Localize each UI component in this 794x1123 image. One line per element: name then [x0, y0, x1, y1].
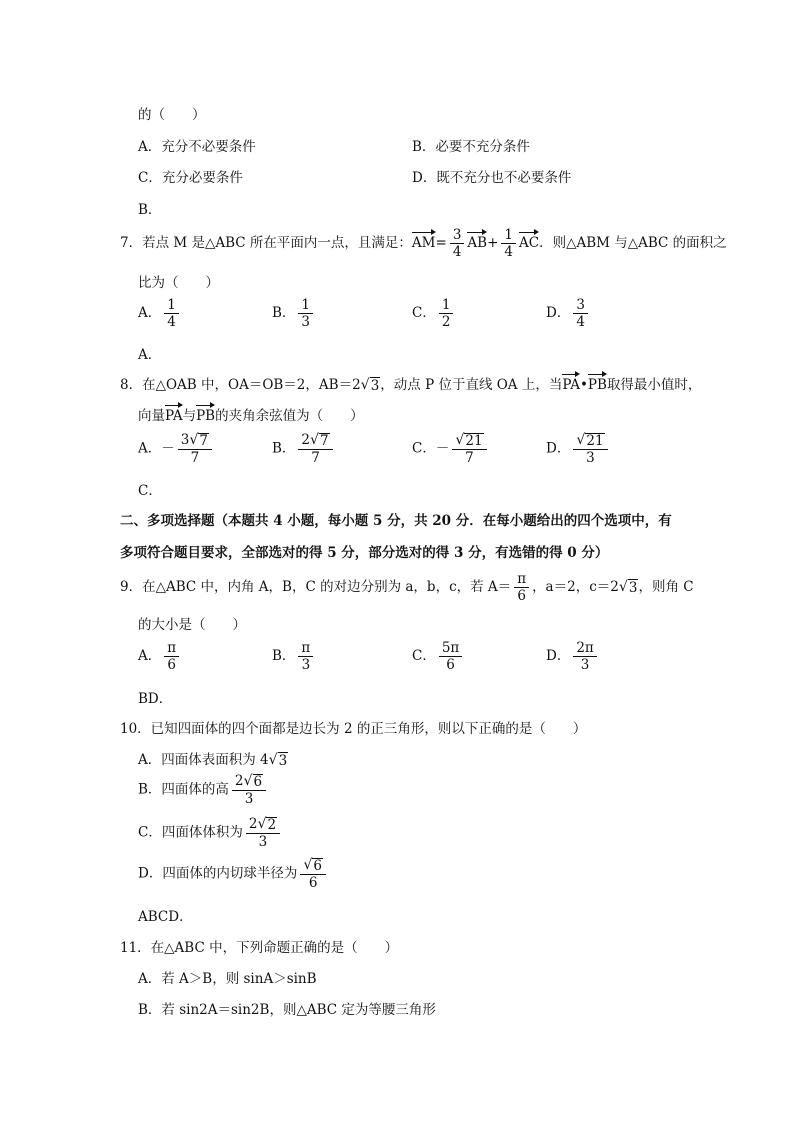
vector-pb: PB [588, 373, 607, 393]
q10-option-b: B．四面体的高 2 √ 6 3 [138, 774, 269, 806]
q6-option-b: B．必要不充分条件 [412, 139, 530, 155]
q6-option-a: A．充分不必要条件 [138, 139, 256, 155]
q7-option-c: C． $\frac{1}{2}$ [412, 298, 456, 329]
q7-option-d: D． $\frac{3}{4}$ [546, 298, 591, 329]
q6-option-c: C．充分必要条件 [138, 170, 243, 186]
q9-stem-part1: 9．在△ABC 中，内角 A，B，C 的对边分别为 a，b，c，若 A＝ [120, 579, 512, 596]
q9-answer: BD． [138, 691, 173, 707]
q9-stem-continuation: 的大小是（ ） [138, 617, 246, 633]
q7-stem-suffix: ．则△ABM 与△ABC 的面积之 [539, 235, 727, 252]
fraction-pi-over-6: $\frac{\pi}{6}$ [514, 572, 529, 603]
q6-stem-continuation: 的（ ） [138, 107, 206, 123]
q9-stem-part3: ，则角 C [638, 579, 694, 596]
q10-option-c: C．四面体体积为 2 √ 2 3 [138, 817, 283, 849]
fraction-one-quarter: $\frac{1}{4}$ [501, 228, 516, 259]
q8-option-b: B． 2 √ 7 7 [272, 433, 336, 465]
q9-option-a: A． $\frac{\pi}{6}$ [138, 641, 182, 672]
q9-option-d: D． $\frac{2\pi}{3}$ [546, 641, 600, 672]
q8-stem-part3: 取得最小值时， [606, 377, 702, 393]
q9-option-c: C． $\frac{5\pi}{6}$ [412, 641, 465, 672]
q7-stem-continuation: 比为（ ） [138, 275, 219, 291]
vector-pa: PA [562, 373, 580, 393]
q11-stem: 11．在△ABC 中，下列命题正确的是（ ） [120, 940, 399, 956]
q10-stem: 10．已知四面体的四个面都是边长为 2 的正三角形，则以下正确的是（ ） [120, 721, 587, 737]
q10-option-a: A．四面体表面积为 4 √ 3 [138, 752, 288, 769]
dot-product-sign: • [579, 377, 588, 393]
q8-stem [120, 373, 701, 394]
vector-ab: AB [467, 231, 487, 251]
q11-option-b: B．若 sin2A＝sin2B，则△ABC 定为等腰三角形 [138, 1002, 436, 1018]
q9-option-b: B． $\frac{\pi}{3}$ [272, 641, 316, 672]
section-heading-line1: 二、多项选择题（本题共 4 小题，每小题 5 分，共 20 分．在每小题给出的四个选项中，有 [120, 513, 672, 529]
q6-option-d: D．既不充分也不必要条件 [412, 170, 572, 186]
q10-option-d: D．四面体的内切球半径为 √ 6 6 [138, 858, 329, 890]
sqrt-3: √ 3 [618, 579, 638, 597]
plus-sign: + [487, 235, 499, 252]
q7-stem [120, 228, 727, 259]
q8-stem-part1: 8．在△OAB 中，OA＝OB＝2，AB＝2 [120, 377, 361, 393]
q8-option-d: D． √ 21 3 [546, 433, 611, 465]
q7-option-a: A． $\frac{1}{4}$ [138, 298, 182, 329]
equals-sign: = [435, 235, 447, 252]
q8-stem-part2: ，动点 P 位于直线 OA 上，当 [380, 377, 563, 393]
fraction-three-quarters: $\frac{3}{4}$ [450, 228, 465, 259]
q8-stem-continuation: 向量PA与PB的夹角余弦值为（ ） [138, 404, 364, 424]
q6-answer: B． [138, 202, 162, 218]
q9-stem [120, 572, 694, 603]
vector-ac: AC [519, 231, 539, 251]
q8-option-c: C．－ √ 21 7 [412, 433, 490, 465]
q7-answer: A． [138, 347, 162, 363]
vector-am: AM [412, 231, 436, 251]
q10-answer: ABCD． [138, 909, 193, 925]
sqrt-3: √ 3 [360, 377, 380, 394]
q9-stem-part2: ，a＝2，c＝2 [532, 579, 619, 596]
q8-answer: C． [138, 483, 162, 499]
vector-pb: PB [196, 404, 215, 424]
q7-stem-prefix: 7．若点 M 是△ABC 所在平面内一点，且满足： [120, 235, 412, 252]
vector-pa: PA [165, 404, 183, 424]
section-heading-line2: 多项符合题目要求，全部选对的得 5 分，部分选对的得 3 分，有选错的得 0 分） [120, 545, 609, 561]
q7-option-b: B． $\frac{1}{3}$ [272, 298, 316, 329]
q8-option-a: A．－ 3 √ 7 7 [138, 433, 215, 465]
q11-option-a: A．若 A＞B，则 sinA＞sinB [138, 971, 317, 987]
